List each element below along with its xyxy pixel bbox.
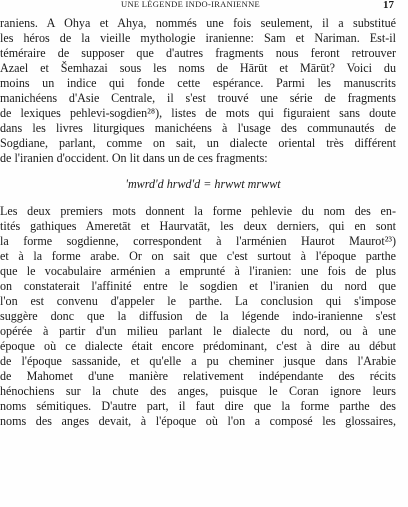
running-title: UNE LÉGENDE INDO-IRANIENNE [121, 0, 261, 9]
body-text [0, 16, 396, 429]
text-line: moins un indice qui fonde cette espérance. Parmi les manuscrits [0, 76, 396, 91]
text-line: hénochiens sur la chute des anges, puisque le Coran ignore leurs [0, 383, 396, 398]
text-line: on constaterait l'affinité entre le sogdien et l'iranien du nord que [0, 279, 396, 294]
text-line: téméraire de supposer que d'autres fragments nous feront retrouver [0, 46, 396, 61]
formula-line: 'mwrd'd hrwd'd = hrwwt mrwwt [125, 177, 281, 192]
text-line: raniens. A Ohya et Ahya, nommés une fois seulement, il a substitué [0, 16, 396, 30]
text-line: suggère donc que la diffusion de la légende indo-iranienne s'est [0, 309, 396, 324]
text-line: de l'époque sassanide, et qu'elle a pu cheminer jusque dans l'Arabie [0, 353, 396, 368]
text-line: Sogdiane, parlant, comme on sait, un dialecte oriental très différent [0, 136, 396, 151]
text-line: tités gathiques Ameretāt et Haurvatāt, les deux derniers, qui en sont [0, 219, 396, 234]
text-line: époque où ce dialecte était encore prédominant, c'est à dire au début [0, 338, 396, 353]
text-line: Azael et Šemhazai sous les noms de Hārūt et Mārūt? Voici du [0, 61, 396, 76]
text-line: de Mahomet d'une manière relativement indépendante des récits [0, 368, 396, 383]
text-line: dans les livres liturgiques manichéens à l'usage des communautés de [0, 121, 396, 136]
text-line: manichéens d'Asie Centrale, il s'est trouvé une série de fragments [0, 91, 396, 106]
text-line: Les deux premiers mots donnent la forme pehlevie du nom des en- [0, 204, 396, 219]
text-line: que le vocabulaire arménien a emprunté à l'iranien: une fois de plus [0, 264, 396, 279]
text-line: noms sémitiques. D'autre part, il faut dire que la forme parthe des [0, 398, 396, 413]
page-number: 17 [383, 0, 394, 11]
text-line: de l'iranien d'occident. On lit dans un de ces fragments: [0, 151, 268, 166]
page-header [0, 0, 408, 16]
text-line: noms des anges devait, à l'époque où l'on a composé les glossaires, [0, 413, 396, 428]
text-line: l'on est convenu d'appeler le parthe. La conclusion qui s'impose [0, 294, 396, 309]
text-line: opérée à partir d'un milieu parlant le dialecte du nord, ou à une [0, 323, 396, 338]
paragraph-1 [0, 16, 396, 166]
text-line: les héros de la vieille mythologie iranienne: Sam et Nariman. Est-il [0, 31, 396, 46]
paragraph-2 [0, 204, 396, 428]
text-line: de lexiques pehlevi-sogdien²⁸), listes de mots qui figuraient sans doute [0, 106, 396, 121]
text-line: la forme sogdienne, correspondent à l'arménien Haurot Maurot²³) [0, 234, 396, 249]
text-line: et à la forme arabe. Or on sait que c'est surtout à l'époque parthe [0, 249, 396, 264]
